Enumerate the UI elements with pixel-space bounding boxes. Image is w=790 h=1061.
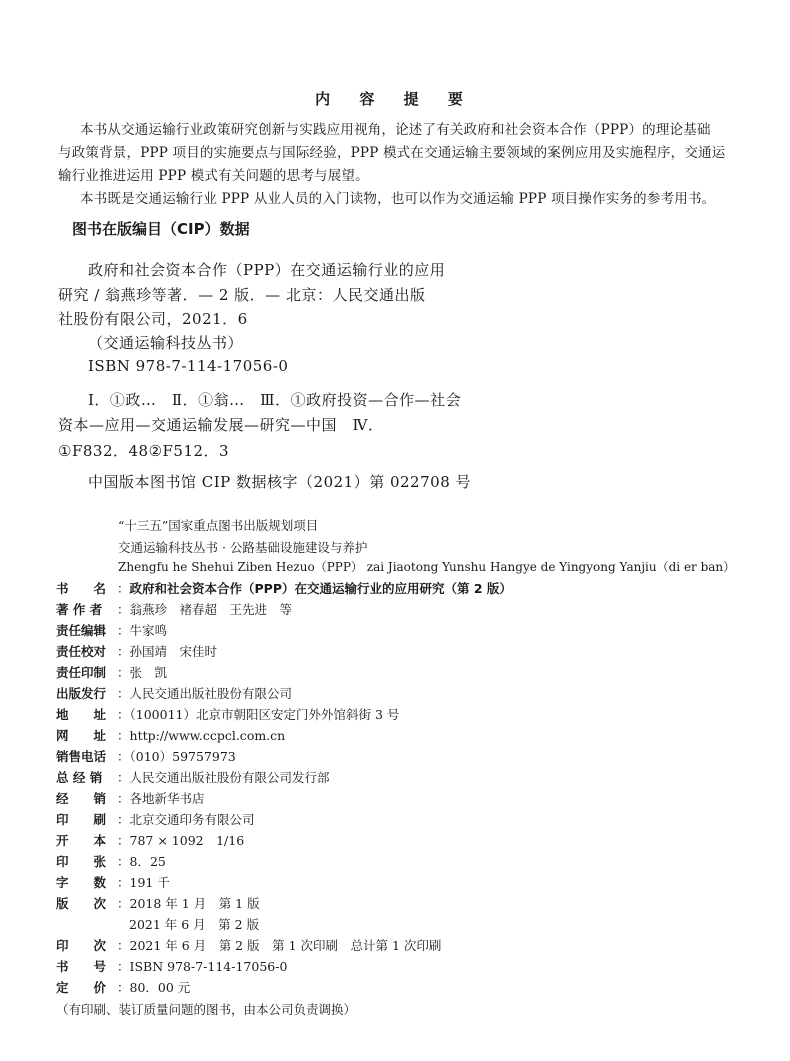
book-number-value: ISBN 978-7-114-17056-0 (129, 959, 288, 974)
field-value: ：ISBN 978-7-114-17056-0 (117, 959, 288, 974)
cip-classification: 资本—应用—交通运输发展—研究—中国 Ⅳ． (58, 416, 384, 434)
summary-paragraph-1-line-2: 与政策背景，PPP 项目的实施要点与国际经验，PPP 模式在交通运输主要领域的案例应用及实施程序，交通运 (58, 145, 726, 161)
field-label: 开 本 (56, 833, 107, 848)
price-value: 80．00 元 (129, 980, 191, 995)
field-value: ：张 凯 (117, 665, 168, 680)
field-label: 书 名 (56, 581, 107, 596)
summary-paragraph-1-line-1: 本书从交通运输行业政策研究创新与实践应用视角，论述了有关政府和社会资本合作（PPP）的理论基础 (80, 122, 711, 138)
address-value: （100011）北京市朝阳区安定门外外馆斜街 3 号 (129, 707, 400, 722)
summary-paragraph-1-line-3: 输行业推进运用 PPP 模式有关问题的思考与展望。 (58, 168, 369, 184)
quality-footnote: （有印刷、装订质量问题的图书，由本公司负责调换） (56, 1002, 357, 1017)
sellers-value: 各地新华书店 (129, 791, 205, 806)
cip-classification: Ⅰ．①政… Ⅱ．①翁… Ⅲ．①政府投资—合作—社会 (88, 391, 462, 409)
format-value: 787 × 1092 1/16 (129, 833, 245, 848)
authors-value: 翁燕珍 褚春超 王先进 等 (129, 602, 293, 617)
field-label: 著 作 者 (56, 602, 103, 617)
field-value: ：8．25 (117, 854, 166, 869)
proofreader-value: 孙国靖 宋佳时 (129, 644, 218, 659)
series-note: 交通运输科技丛书 · 公路基础设施建设与养护 (118, 540, 368, 555)
publisher-value: 人民交通出版社股份有限公司 (129, 686, 293, 701)
summary-paragraph-2: 本书既是交通运输行业 PPP 从业人员的入门读物，也可以作为交通运输 PPP 项目操作实务的参考用书。 (80, 191, 716, 207)
sales-phone-value: （010）59757973 (129, 749, 236, 764)
cip-isbn: ISBN 978-7-114-17056-0 (88, 357, 289, 375)
book-title-value: 政府和社会资本合作（PPP）在交通运输行业的应用研究（第 2 版） (129, 581, 512, 596)
distributor-value: 人民交通出版社股份有限公司发行部 (129, 770, 330, 785)
edition-value-2: 2021 年 6 月 第 2 版 (129, 917, 260, 932)
field-value: ：各地新华书店 (117, 791, 205, 806)
field-value: ：北京交通印务有限公司 (117, 812, 255, 827)
print-supervisor-value: 张 凯 (129, 665, 168, 680)
field-label: 销售电话 (56, 749, 107, 764)
edition-value: 2018 年 1 月 第 1 版 (129, 896, 260, 911)
field-label: 网 址 (56, 728, 107, 743)
editor-value: 牛家鸣 (129, 623, 168, 638)
cip-line: 研究 / 翁燕珍等著．— 2 版．— 北京：人民交通出版 (58, 286, 426, 304)
field-value: ：翁燕珍 褚春超 王先进 等 (117, 602, 293, 617)
field-value: ：牛家鸣 (117, 623, 168, 638)
field-value: ：（100011）北京市朝阳区安定门外外馆斜街 3 号 (117, 707, 400, 722)
field-label: 印 张 (56, 854, 107, 869)
field-label: 地 址 (56, 707, 107, 722)
project-note: “十三五”国家重点图书出版规划项目 (118, 518, 319, 533)
summary-title: 内 容 提 要 (315, 90, 475, 108)
field-value: ：2018 年 1 月 第 1 版 (117, 896, 260, 911)
sheets-value: 8．25 (129, 854, 166, 869)
field-label: 经 销 (56, 791, 107, 806)
printing-value: 2021 年 6 月 第 2 版 第 1 次印刷 总计第 1 次印刷 (129, 938, 442, 953)
field-label: 责任编辑 (56, 623, 107, 638)
cip-classification: ①F832．48②F512．3 (58, 442, 230, 460)
field-value: ：政府和社会资本合作（PPP）在交通运输行业的应用研究（第 2 版） (117, 581, 512, 596)
cip-verification-number: 中国版本图书馆 CIP 数据核字（2021）第 022708 号 (88, 473, 472, 491)
cip-line: 政府和社会资本合作（PPP）在交通运输行业的应用 (88, 261, 446, 279)
field-label: 总 经 销 (56, 770, 103, 785)
field-value: ：http://www.ccpcl.com.cn (117, 728, 286, 743)
field-value: ：2021 年 6 月 第 2 版 第 1 次印刷 总计第 1 次印刷 (117, 938, 442, 953)
word-count-value: 191 千 (129, 875, 170, 890)
printer-value: 北京交通印务有限公司 (129, 812, 255, 827)
website-link[interactable]: http://www.ccpcl.com.cn (129, 728, 286, 743)
field-label: 责任印制 (56, 665, 107, 680)
field-label: 责任校对 (56, 644, 107, 659)
pinyin-title: Zhengfu he Shehui Ziben Hezuo（PPP） zai Jiaotong Yunshu Hangye de Yingyong Yanjiu（di er ban） (118, 560, 736, 574)
field-value: ：人民交通出版社股份有限公司发行部 (117, 770, 330, 785)
field-value: ：人民交通出版社股份有限公司 (117, 686, 293, 701)
cip-heading: 图书在版编目（CIP）数据 (72, 220, 250, 238)
field-label: 出版发行 (56, 686, 107, 701)
field-value: ：191 千 (117, 875, 170, 890)
field-value: ：80．00 元 (117, 980, 191, 995)
field-label: 定 价 (56, 980, 107, 995)
cip-line: （交通运输科技丛书） (88, 334, 244, 352)
field-label: 版 次 (56, 896, 107, 911)
field-value: ：787 × 1092 1/16 (117, 833, 245, 848)
field-label: 印 次 (56, 938, 107, 953)
field-value: ：孙国靖 宋佳时 (117, 644, 218, 659)
field-label: 字 数 (56, 875, 107, 890)
cip-line: 社股份有限公司，2021．6 (58, 310, 248, 328)
field-value: ：（010）59757973 (117, 749, 236, 764)
field-label: 书 号 (56, 959, 107, 974)
field-label: 印 刷 (56, 812, 107, 827)
